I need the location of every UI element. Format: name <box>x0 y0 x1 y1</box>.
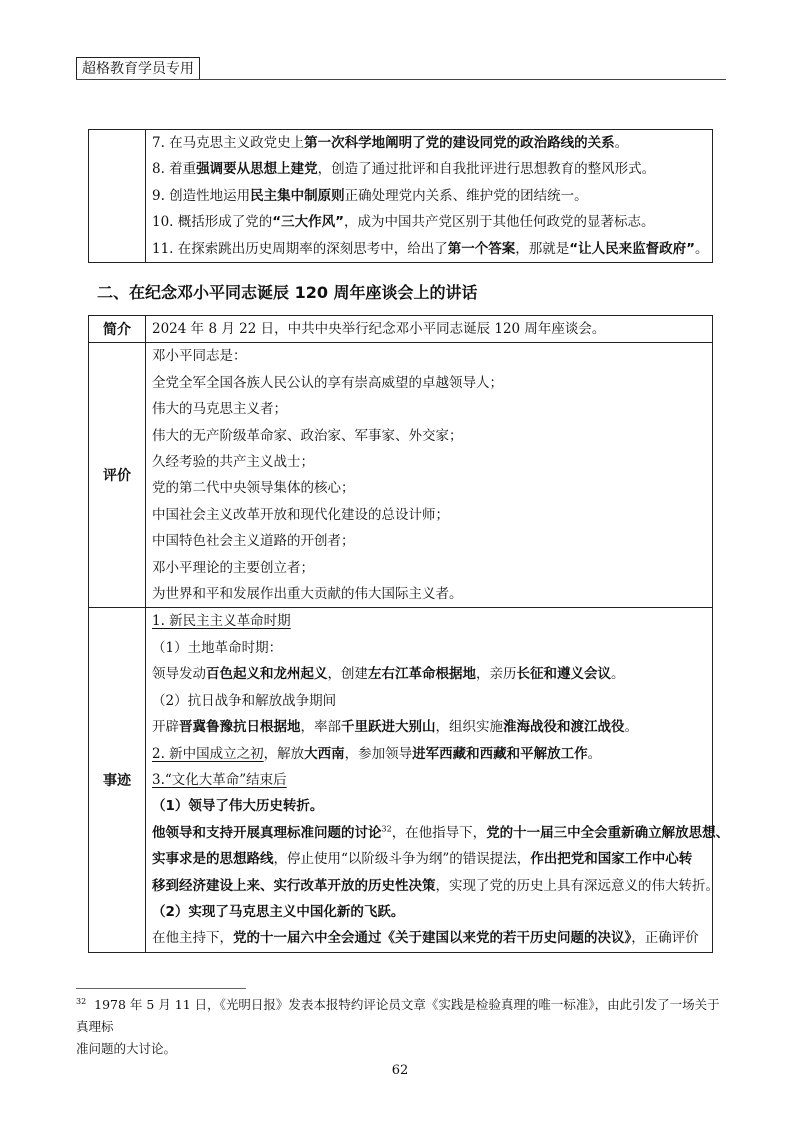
text-segment: ，在他指导下， <box>391 824 487 841</box>
evaluation-line: 党的第二代中央领导集体的核心； <box>152 480 355 497</box>
text-line <box>152 925 706 951</box>
continued-table <box>88 129 713 263</box>
text-segment: 第一次科学地阐明了党的建设同党的政治路线的关系 <box>304 135 615 151</box>
evaluation-label: 评价 <box>89 343 146 608</box>
evaluation-line: 中国特色社会主义道路的开创者； <box>152 533 355 550</box>
text-line <box>152 156 706 182</box>
text-line <box>152 183 706 209</box>
deeds-cell <box>146 608 730 952</box>
deeds-label: 事迹 <box>89 608 146 952</box>
evaluation-line: 邓小平理论的主要创立者； <box>152 559 314 576</box>
evaluation-line: 中国社会主义改革开放和现代化建设的总设计师； <box>152 506 449 523</box>
text-segment: 千里跃进大别山 <box>341 719 436 736</box>
text-line <box>152 714 706 740</box>
text-segment: （2）抗日战争和解放战争期间 <box>152 692 337 709</box>
text-segment: 10. 概括形成了党的 <box>152 214 273 231</box>
page-number: 62 <box>391 1063 409 1078</box>
footnote <box>76 994 726 1060</box>
header-label: 超格教育学员专用 <box>76 57 200 80</box>
text-line <box>152 873 719 899</box>
footnote-line <box>76 1038 726 1060</box>
evaluation-cell <box>146 343 713 608</box>
text-segment: 。 <box>611 666 625 683</box>
text-segment: 晋冀鲁豫抗日根据地 <box>179 719 301 736</box>
text-segment: 8. 着重 <box>152 161 197 178</box>
footnote-ref: 32 <box>381 824 392 834</box>
text-segment: 作出把党和国家工作中心转 <box>530 851 693 868</box>
deeds-row <box>89 608 713 952</box>
intro-text: 2024 年 8 月 22 日，中共中央举行纪念邓小平同志诞辰 120 周年座谈会。 <box>152 321 606 337</box>
text-segment: “让人民来监督政府” <box>569 240 696 257</box>
text-line <box>152 793 706 819</box>
speech-table <box>88 315 730 953</box>
text-segment: 党的十一届三中全会重新确立解放思想、 <box>486 824 730 841</box>
text-segment: 9. 创造性地运用 <box>152 187 251 204</box>
text-segment: ，那就是 <box>515 240 570 257</box>
text-line <box>152 608 706 634</box>
text-segment: 长征和遵义会议 <box>516 666 611 683</box>
text-segment: 百色起义和龙州起义 <box>206 666 328 683</box>
section-title: 二、在纪念邓小平同志诞辰 120 周年座谈会上的讲话 <box>97 283 478 302</box>
text-line <box>152 846 706 872</box>
text-segment: ，创建 <box>327 666 368 683</box>
text-line <box>152 635 706 661</box>
text-line <box>152 899 706 925</box>
footnote-text: 1978 年 5 月 11 日，《光明日报》发表本报特约评论员文章《实践是检验真理的唯一标准》，由此引发了一场关于真理标 <box>76 997 720 1034</box>
text-segment: ，停止使用“以阶级斗争为纲”的错误提法， <box>273 851 531 868</box>
footnote-marker: 32 <box>76 996 87 1006</box>
text-segment: 1. 新民主主义革命时期 <box>152 613 291 630</box>
text-line <box>152 661 706 687</box>
intro-label: 简介 <box>89 316 146 343</box>
text-segment: 进军西藏和西藏和平解放工作 <box>412 745 588 762</box>
text-segment: （1）土地革命时期： <box>152 639 283 656</box>
text-segment: 领导发动 <box>152 666 206 683</box>
intro-row <box>89 316 713 343</box>
text-segment: 第一个答案 <box>447 240 516 257</box>
text-segment: 开辟 <box>152 719 179 736</box>
text-segment: ，实现了党的历史上具有深远意义的伟大转折。 <box>435 877 719 894</box>
text-segment: ，正确评价 <box>631 930 699 947</box>
text-line <box>152 130 706 156</box>
continued-table-label-cell <box>89 130 146 263</box>
text-segment: 实事求是的思想路线 <box>152 851 274 868</box>
text-segment: 淮海战役和渡江战役 <box>503 719 625 736</box>
header-divider <box>76 79 726 80</box>
text-segment: 。 <box>614 135 629 151</box>
text-segment: ，亲历 <box>476 666 517 683</box>
text-line <box>152 236 709 262</box>
text-segment: 3.“文化大革命”结束后 <box>152 771 287 788</box>
footnote-text: 准问题的大讨论。 <box>76 1041 177 1056</box>
text-segment: ，解放 <box>263 745 305 762</box>
footnote-line <box>76 994 726 1038</box>
text-segment: 。 <box>587 745 602 762</box>
text-segment: 在他主持下， <box>152 930 233 947</box>
text-segment: 。 <box>695 240 709 257</box>
evaluation-line: 久经考验的共产主义战士； <box>152 454 314 471</box>
text-segment: 移到经济建设上来、实行改革开放的历史性决策 <box>152 877 436 894</box>
text-segment: 11. 在探索跳出历史周期率的深刻思考中，给出了 <box>152 240 448 257</box>
text-segment: 大西南 <box>304 745 345 762</box>
text-segment: 。 <box>624 719 638 736</box>
text-line <box>152 688 706 714</box>
text-segment: ，成为中国共产党区别于其他任何政党的显著标志。 <box>344 214 655 231</box>
evaluation-line: 为世界和平和发展作出重大贡献的伟大国际主义者。 <box>152 586 463 603</box>
text-segment: 左右江革命根据地 <box>368 666 476 683</box>
text-segment: （1）领导了伟大历史转折。 <box>152 798 324 815</box>
text-segment: 2. 新中国成立之初 <box>152 745 264 762</box>
evaluation-lines <box>146 343 712 607</box>
text-segment: 他领导和支持开展真理标准问题的讨论 <box>152 824 382 841</box>
footnote-rule <box>76 988 246 989</box>
text-segment: 党的十一届六中全会通过《关于建国以来党的若干历史问题的决议》 <box>233 930 632 947</box>
continued-table-lines <box>146 130 712 262</box>
evaluation-line: 伟大的马克思主义者； <box>152 401 287 418</box>
text-segment: 强调要从思想上建党 <box>196 161 318 178</box>
text-line <box>152 767 706 793</box>
text-segment: ，率部 <box>300 719 341 736</box>
text-segment: “三大作风” <box>272 214 345 231</box>
continued-table-content-cell <box>146 130 713 263</box>
evaluation-line: 全党全军全国各族人民公认的享有崇高威望的卓越领导人； <box>152 374 503 391</box>
text-segment: 民主集中制原则 <box>250 187 345 204</box>
text-line <box>152 820 730 846</box>
text-line <box>152 741 706 767</box>
intro-cell <box>146 316 713 343</box>
deeds-lines <box>146 608 730 951</box>
text-line <box>152 209 706 235</box>
text-segment: 7. 在马克思主义政党史上 <box>152 135 305 151</box>
text-segment: ，创造了通过批评和自我批评进行思想教育的整风形式。 <box>317 161 656 178</box>
evaluation-line: 邓小平同志是： <box>152 348 247 365</box>
text-segment: 正确处理党内关系、维护党的团结统一。 <box>344 187 588 204</box>
evaluation-line: 伟大的无产阶级革命家、政治家、军事家、外交家； <box>152 427 463 444</box>
evaluation-row <box>89 343 713 608</box>
text-segment: （2）实现了马克思主义中国化新的飞跃。 <box>152 903 405 920</box>
text-segment: ，参加领导 <box>344 745 413 762</box>
text-segment: ，组织实施 <box>435 719 503 736</box>
